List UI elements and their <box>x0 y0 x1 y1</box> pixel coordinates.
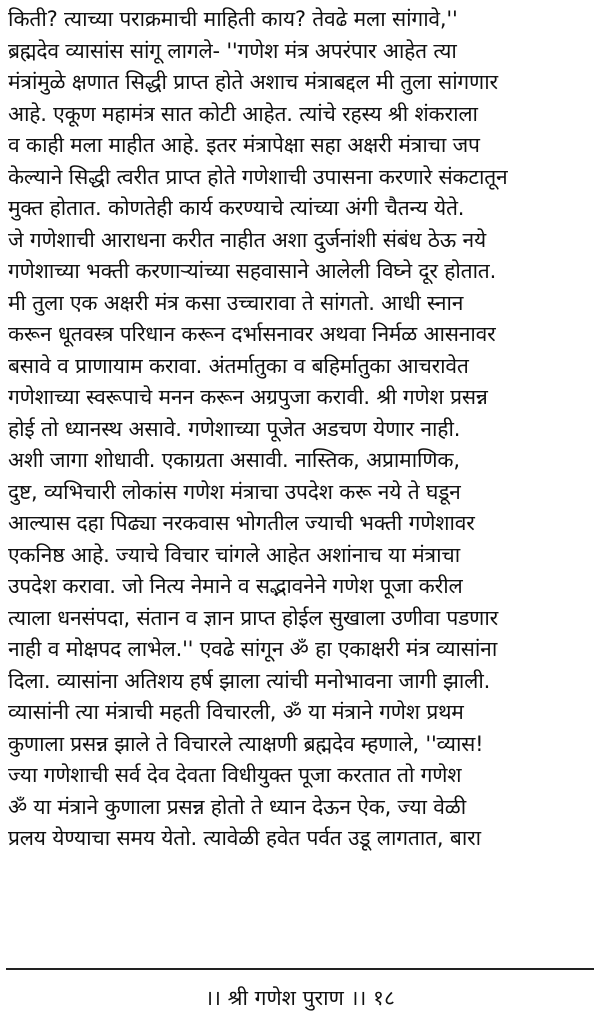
text-line: ब्रह्मदेव व्यासांस सांगू लागले- ''गणेश मंत्र अपरंपार आहेत त्या <box>8 38 457 63</box>
text-line: मुक्त होतात. कोणतेही कार्य करण्याचे त्यांच्या अंगी चैतन्य येते. <box>8 196 465 220</box>
text-line: गणेशाच्या स्वरूपाचे मनन करून अग्रपुजा करावी. श्री गणेश प्रसन्न <box>8 385 488 409</box>
text-line: मंत्रांमुळे क्षणात सिद्धी प्राप्त होते अशाच मंत्राबद्दल मी तुला सांगणार <box>8 70 498 94</box>
text-line: नाही व मोक्षपद लाभेल.'' एवढे सांगून ॐ हा एकाक्षरी मंत्र व्यासांना <box>8 637 498 661</box>
text-line: उपदेश करावा. जो नित्य नेमाने व सद्भावनेने गणेश पूजा करील <box>8 574 463 598</box>
text-line: अशी जागा शोधावी. एकाग्रता असावी. नास्तिक, अप्रामाणिक, <box>8 448 460 472</box>
text-line: त्याला धनसंपदा, संतान व ज्ञान प्राप्त होईल सुखाला उणीवा पडणार <box>8 605 498 630</box>
text-line: ॐ या मंत्राने कुणाला प्रसन्न होतो ते ध्यान देऊन ऐक, ज्या वेळी <box>8 794 466 819</box>
text-line: गणेशाच्या भक्ती करणाऱ्यांच्या सहवासाने आलेली विघ्ने दूर होतात. <box>8 259 497 283</box>
text-line: व काही मला माहीत आहे. इतर मंत्रापेक्षा सहा अक्षरी मंत्राचा जप <box>8 133 480 157</box>
text-line: केल्याने सिद्धी त्वरीत प्राप्त होते गणेशाची उपासना करणारे संकटातून <box>8 164 508 189</box>
text-line: दुष्ट, व्यभिचारी लोकांस गणेश मंत्राचा उपदेश करू नये ते घडून <box>8 479 461 504</box>
text-line: प्रलय येण्याचा समय येतो. त्यावेळी हवेत पर्वत उडू लागतात, बारा <box>8 826 481 850</box>
text-line: किती? त्याच्या पराक्रमाची माहिती काय? तेवढे मला सांगावे,'' <box>8 7 458 31</box>
page-footer: ।। श्री गणेश पुराण ।। १८ <box>205 986 395 1010</box>
page-body-text <box>8 4 594 855</box>
text-line: मी तुला एक अक्षरी मंत्र कसा उच्चारावा ते सांगतो. आधी स्नान <box>8 290 464 315</box>
footer-divider <box>6 968 594 970</box>
text-line: ज्या गणेशाची सर्व देव देवता विधीयुक्त पूजा करतात तो गणेश <box>8 763 462 787</box>
text-line: बसावे व प्राणायाम करावा. अंतर्मातुका व बहिर्मातुका आचरावेत <box>8 353 469 378</box>
text-line: आहे. एकूण महामंत्र सात कोटी आहेत. त्यांचे रहस्य श्री शंकराला <box>8 101 478 126</box>
text-line: एकनिष्ठ आहे. ज्याचे विचार चांगले आहेत अशांनाच या मंत्राचा <box>8 542 460 567</box>
text-line: होई तो ध्यानस्थ असावे. गणेशाच्या पूजेत अडचण येणार नाही. <box>8 416 461 441</box>
text-line: जे गणेशाची आराधना करीत नाहीत अशा दुर्जनांशी संबंध ठेऊ नये <box>8 227 486 252</box>
text-line: करून धूतवस्त्र परिधान करून दर्भासनावर अथवा निर्मळ आसनावर <box>8 322 496 346</box>
text-line: व्यासांनी त्या मंत्राची महती विचारली, ॐ या मंत्राने गणेश प्रथम <box>8 700 464 724</box>
text-line: आल्यास दहा पिढ्या नरकवास भोगतील ज्याची भक्ती गणेशावर <box>8 511 475 535</box>
text-line: कुणाला प्रसन्न झाले ते विचारले त्याक्षणी ब्रह्मदेव म्हणाले, ''व्यास! <box>8 731 484 756</box>
text-line: दिला. व्यासांना अतिशय हर्ष झाला त्यांची मनोभावना जागी झाली. <box>8 668 491 693</box>
